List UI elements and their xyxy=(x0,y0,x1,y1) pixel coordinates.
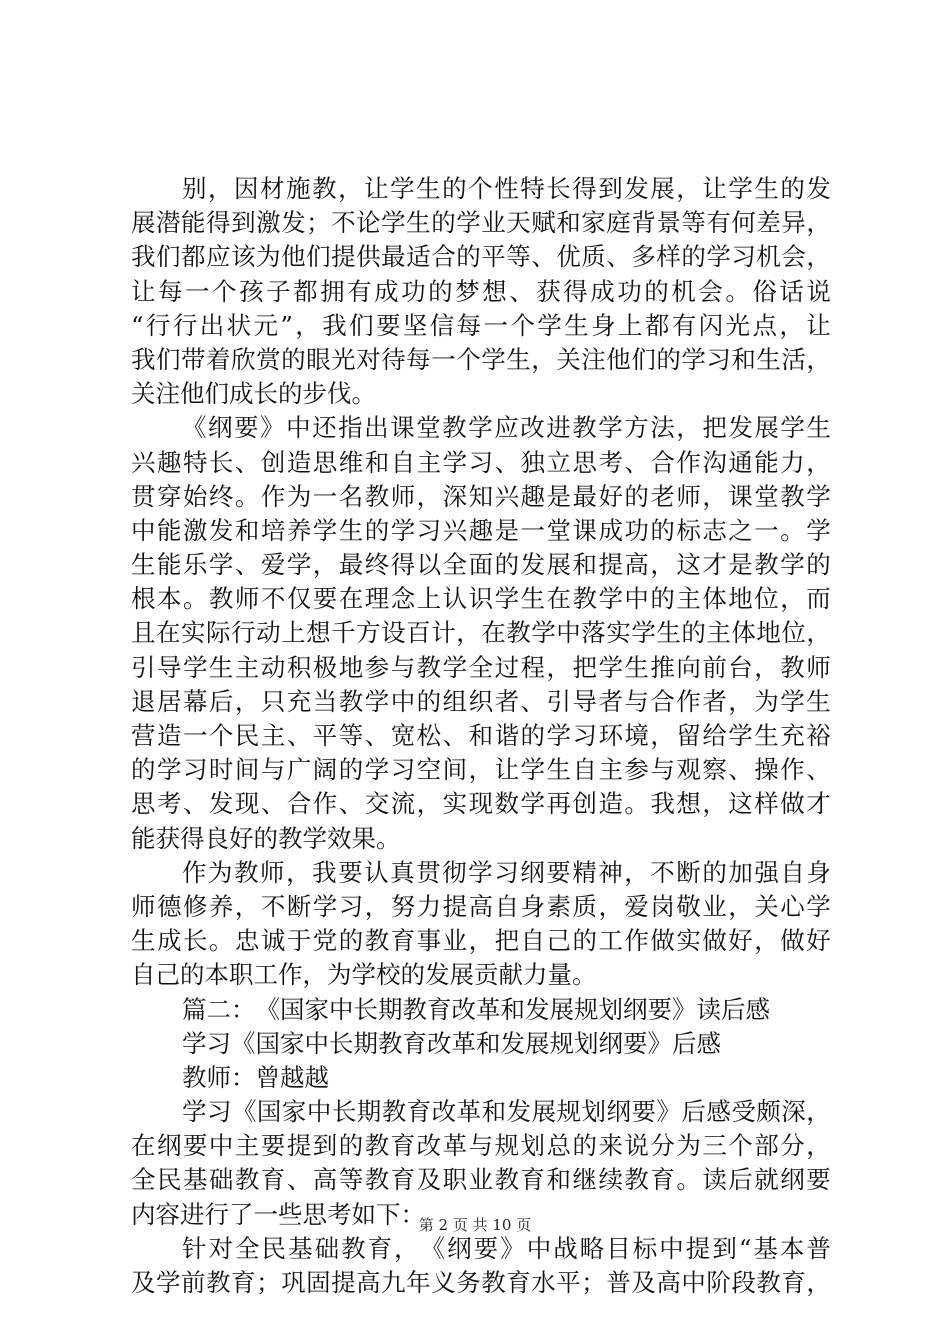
text-line: 别 ， 因 材 施 教 ， 让 学 生 的 个 性 特 长 得 到 发 展 ， 让 学 生 的 发 xyxy=(182,174,831,203)
page-footer: 第 2 页 共 10 页 xyxy=(418,1216,532,1234)
text-line: 兴 趣 特 长 、 创 造 思 维 和 自 主 学 习 、 独 立 思 考 、 合 作 沟 通 能 力 ， xyxy=(131,447,831,477)
text-line: 营 造 一 个 民 主 、 平 等 、 宽 松 、 和 谐 的 学 习 环 境 ， 留 给 学 生 充 裕 xyxy=(131,721,831,750)
text-line: 生 能 乐 学 、 爱 学 ， 最 终 得 以 全 面 的 发 展 和 提 高 ， 这 才 是 教 学 的 xyxy=(131,550,831,580)
text-line: 自 己 的 本 职 工 作 ， 为 学 校 的 发 展 贡 献 力 量 。 xyxy=(131,960,597,990)
text-line: 全 民 基 础 教 育 、 高 等 教 育 及 职 业 教 育 和 继 续 教 育 。 读 后 就 纲 要 xyxy=(131,1165,831,1195)
text-line: 且 在 实 际 行 动 上 想 千 方 设 百 计 ， 在 教 学 中 落 实 学 生 的 主 体 地 位 ， xyxy=(131,618,831,648)
text-line: 根 本 。 教 师 不 仅 要 在 理 念 上 认 识 学 生 在 教 学 中 的 主 体 地 位 ， 而 xyxy=(131,584,831,614)
text-line: 针 对 全 民 基 础 教 育 ， 《 纲 要 》 中 战 略 目 标 中 提 到 “ 基 本 普 xyxy=(182,1233,831,1263)
text-line: 作 为 教 师 ， 我 要 认 真 贯 彻 学 习 纲 要 精 神 ， 不 断 的 加 强 自 身 xyxy=(182,857,831,887)
text-line: 师 德 修 养 ， 不 断 学 习 ， 努 力 提 高 自 身 素 质 ， 爱 岗 敬 业 ， 关 心 学 xyxy=(131,891,831,921)
text-line: 在 纲 要 中 主 要 提 到 的 教 育 改 革 与 规 划 总 的 来 说 分 为 三 个 部 分 ， xyxy=(131,1131,831,1161)
text-line: 学 习 《 国 家 中 长 期 教 育 改 革 和 发 展 规 划 纲 要 》 后 感 受 颇 深 ， xyxy=(182,1097,831,1127)
text-line: 退 居 幕 后 ， 只 充 当 教 学 中 的 组 织 者 、 引 导 者 与 合 作 者 ， 为 学 生 xyxy=(131,686,831,716)
text-line: 篇 二 ： 《 国 家 中 长 期 教 育 改 革 和 发 展 规 划 纲 要 》 读 后 感 xyxy=(182,994,770,1024)
text-line: 我 们 带 着 欣 赏 的 眼 光 对 待 每 一 个 学 生 ， 关 注 他 们 的 学 习 和 生 活 ， xyxy=(131,344,831,374)
text-line: 引 导 学 生 主 动 积 极 地 参 与 教 学 全 过 程 ， 把 学 生 推 向 前 台 ， 教 师 xyxy=(131,652,831,682)
text-line: 学 习 《 国 家 中 长 期 教 育 改 革 和 发 展 规 划 纲 要 》 后 感 xyxy=(182,1028,721,1058)
text-line: 展 潜 能 得 到 激 发 ； 不 论 学 生 的 学 业 天 赋 和 家 庭 背 景 等 有 何 差 异 ， xyxy=(131,208,831,238)
body-text xyxy=(131,172,831,1300)
text-line: 的 学 习 时 间 与 广 阔 的 学 习 空 间 ， 让 学 生 自 主 参 与 观 察 、 操 作 、 xyxy=(131,755,831,785)
text-line: 关 注 他 们 成 长 的 步 伐 。 xyxy=(131,379,376,409)
text-line: 思 考 、 发 现 、 合 作 、 交 流 ， 实 现 数 学 再 创 造 。 我 想 ， 这 样 做 才 xyxy=(131,789,831,819)
text-line: 我 们 都 应 该 为 他 们 提 供 最 适 合 的 平 等 、 优 质 、 多 样 的 学 习 机 会 ， xyxy=(131,242,831,272)
text-line: 生 成 长 。 忠 诚 于 党 的 教 育 事 业 ， 把 自 己 的 工 作 做 实 做 好 ， 做 好 xyxy=(131,926,831,956)
text-line: 教 师 ： 曾 越 越 xyxy=(182,1062,329,1092)
text-line: “ 行 行 出 状 元 ” ， 我 们 要 坚 信 每 一 个 学 生 身 上 都 有 闪 光 点 ， 让 xyxy=(131,310,831,340)
text-line: 中 能 激 发 和 培 养 学 生 的 学 习 兴 趣 是 一 堂 课 成 功 的 标 志 之 一 。 学 xyxy=(131,515,831,545)
text-line: 能 获 得 良 好 的 教 学 效 果 。 xyxy=(131,823,401,853)
text-line: 《 纲 要 》 中 还 指 出 课 堂 教 学 应 改 进 教 学 方 法 ， 把 发 展 学 生 xyxy=(182,413,831,443)
text-line: 内 容 进 行 了 一 些 思 考 如 下 ： xyxy=(131,1199,425,1229)
text-line: 及 学 前 教 育 ； 巩 固 提 高 九 年 义 务 教 育 水 平 ； 普 及 高 中 阶 段 教 育 ， xyxy=(131,1268,831,1297)
text-line: 贯 穿 始 终 。 作 为 一 名 教 师 ， 深 知 兴 趣 是 最 好 的 老 师 ， 课 堂 教 学 xyxy=(131,481,831,511)
text-line: 让 每 一 个 孩 子 都 拥 有 成 功 的 梦 想 、 获 得 成 功 的 机 会 。 俗 话 说 xyxy=(131,276,831,306)
